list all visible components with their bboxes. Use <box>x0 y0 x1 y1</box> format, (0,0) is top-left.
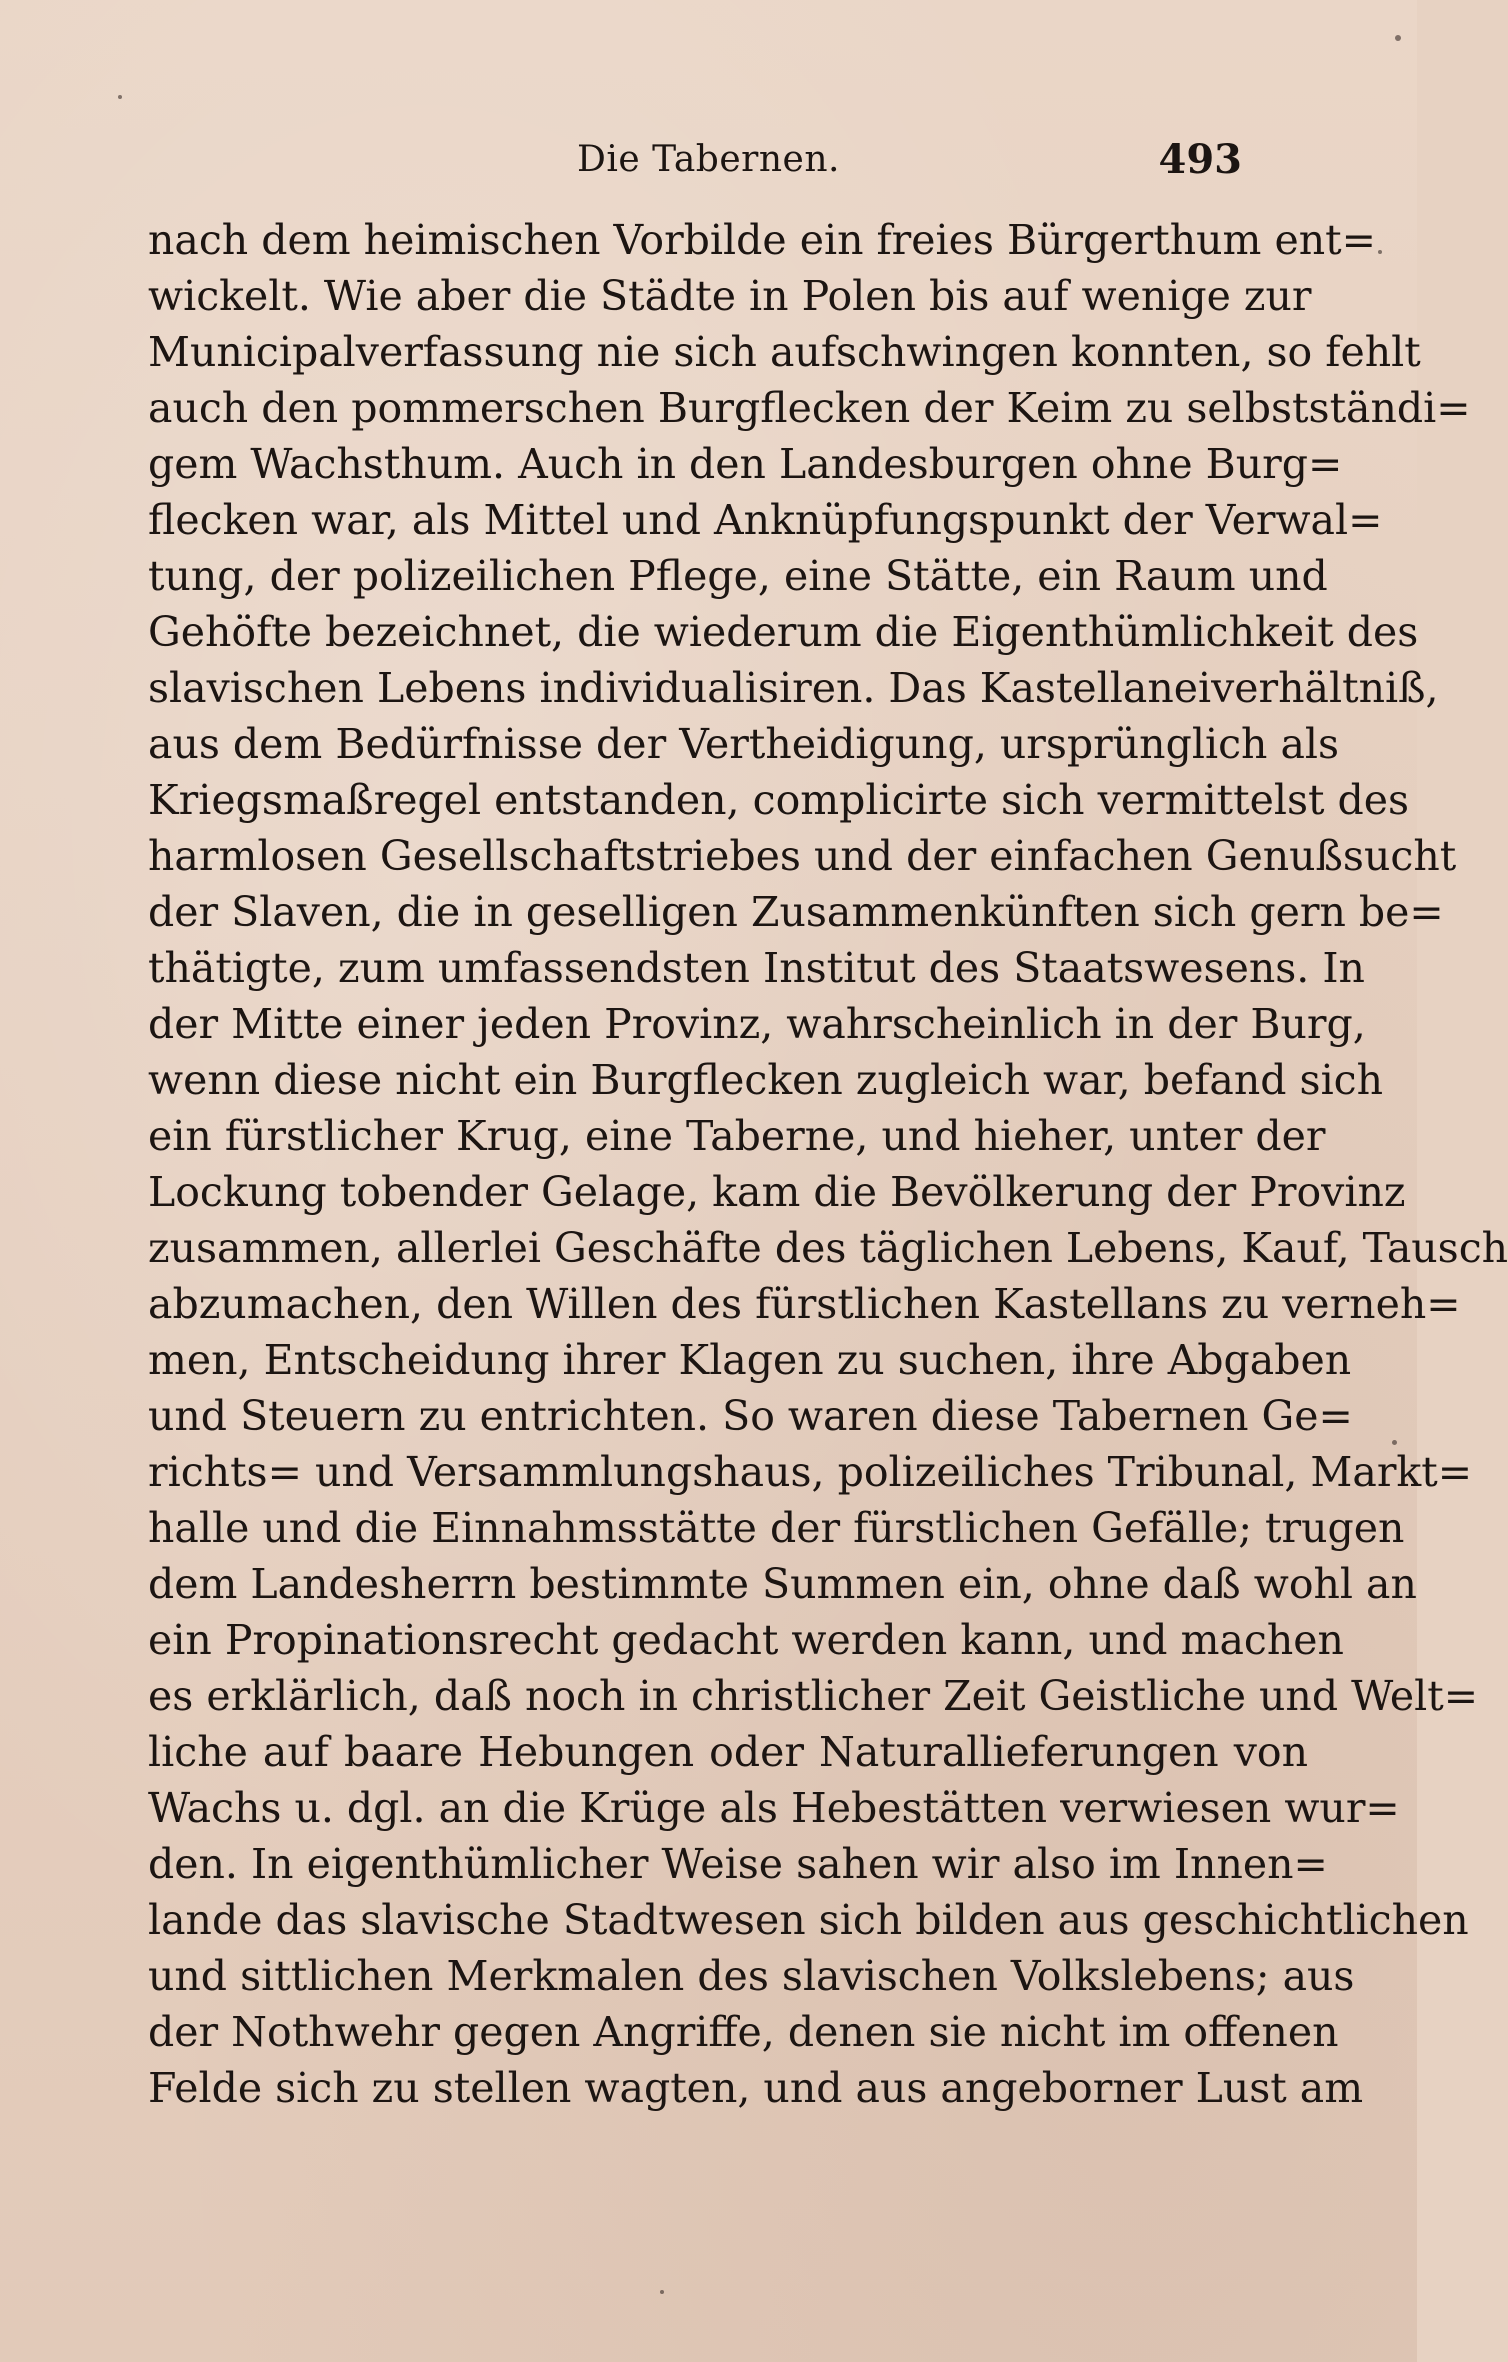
text-line: Gehöfte bezeichnet, die wiederum die Eigenthümlichkeit des <box>148 608 1419 656</box>
text-line: es erklärlich, daß noch in christlicher Zeit Geistliche und Welt= <box>148 1672 1479 1720</box>
body-text <box>148 212 1508 2116</box>
text-line: der Mitte einer jeden Provinz, wahrscheinlich in der Burg, <box>148 1000 1366 1048</box>
page-header <box>150 130 1267 190</box>
text-line: Municipalverfassung nie sich aufschwingen konnten, so fehlt <box>148 328 1421 376</box>
text-line: ein Propinationsrecht gedacht werden kann, und machen <box>148 1616 1344 1664</box>
text-line: liche auf baare Hebungen oder Naturallieferungen von <box>148 1728 1308 1776</box>
text-line: halle und die Einnahmsstätte der fürstlichen Gefälle; trugen <box>148 1504 1405 1552</box>
text-line: abzumachen, den Willen des fürstlichen Kastellans zu verneh= <box>148 1280 1461 1328</box>
text-line: aus dem Bedürfnisse der Vertheidigung, ursprünglich als <box>148 720 1340 768</box>
text-line: gem Wachsthum. Auch in den Landesburgen ohne Burg= <box>148 440 1343 488</box>
text-line: dem Landesherrn bestimmte Summen ein, ohne daß wohl an <box>148 1560 1417 1608</box>
running-title: Die Tabernen. <box>577 139 840 180</box>
text-line: tung, der polizeilichen Pflege, eine Stätte, ein Raum und <box>148 552 1328 600</box>
text-line: flecken war, als Mittel und Anknüpfungspunkt der Verwal= <box>148 496 1383 544</box>
text-line: slavischen Lebens individualisiren. Das Kastellaneiverhältniß, <box>148 664 1439 712</box>
text-line: nach dem heimischen Vorbilde ein freies Bürgerthum ent= <box>148 216 1376 264</box>
text-line: und Steuern zu entrichten. So waren diese Tabernen Ge= <box>148 1392 1353 1440</box>
text-line: Kriegsmaßregel entstanden, complicirte sich vermittelst des <box>148 776 1410 824</box>
text-line: den. In eigenthümlicher Weise sahen wir also im Innen= <box>148 1840 1328 1888</box>
text-line: Felde sich zu stellen wagten, und aus angeborner Lust am <box>148 2064 1364 2112</box>
text-line: thätigte, zum umfassendsten Institut des Staatswesens. In <box>148 944 1365 992</box>
text-line: harmlosen Gesellschaftstriebes und der einfachen Genußsucht <box>148 832 1457 880</box>
ink-speck <box>1395 35 1401 41</box>
text-line: lande das slavische Stadtwesen sich bilden aus geschichtlichen <box>148 1896 1469 1944</box>
text-line: Lockung tobender Gelage, kam die Bevölkerung der Provinz <box>148 1168 1406 1216</box>
text-line: wickelt. Wie aber die Städte in Polen bis auf wenige zur <box>148 272 1312 320</box>
page-number: 493 <box>1158 136 1242 183</box>
ink-speck <box>118 95 122 99</box>
ink-speck <box>1378 250 1382 254</box>
text-line: wenn diese nicht ein Burgflecken zugleich war, befand sich <box>148 1056 1384 1104</box>
text-line: richts= und Versammlungshaus, polizeiliches Tribunal, Markt= <box>148 1448 1473 1496</box>
text-line: der Slaven, die in geselligen Zusammenkünften sich gern be= <box>148 888 1444 936</box>
text-line: und sittlichen Merkmalen des slavischen Volkslebens; aus <box>148 1952 1355 2000</box>
ink-speck <box>660 2290 664 2294</box>
ink-speck <box>1392 1440 1397 1445</box>
text-line: der Nothwehr gegen Angriffe, denen sie nicht im offenen <box>148 2008 1339 2056</box>
text-line: ein fürstlicher Krug, eine Taberne, und hieher, unter der <box>148 1112 1326 1160</box>
text-line: Wachs u. dgl. an die Krüge als Hebestätten verwiesen wur= <box>148 1784 1400 1832</box>
text-line: zusammen, allerlei Geschäfte des täglichen Lebens, Kauf, Tausch <box>148 1224 1508 1272</box>
text-line: men, Entscheidung ihrer Klagen zu suchen, ihre Abgaben <box>148 1336 1352 1384</box>
text-line: auch den pommerschen Burgflecken der Keim zu selbstständi= <box>148 384 1471 432</box>
